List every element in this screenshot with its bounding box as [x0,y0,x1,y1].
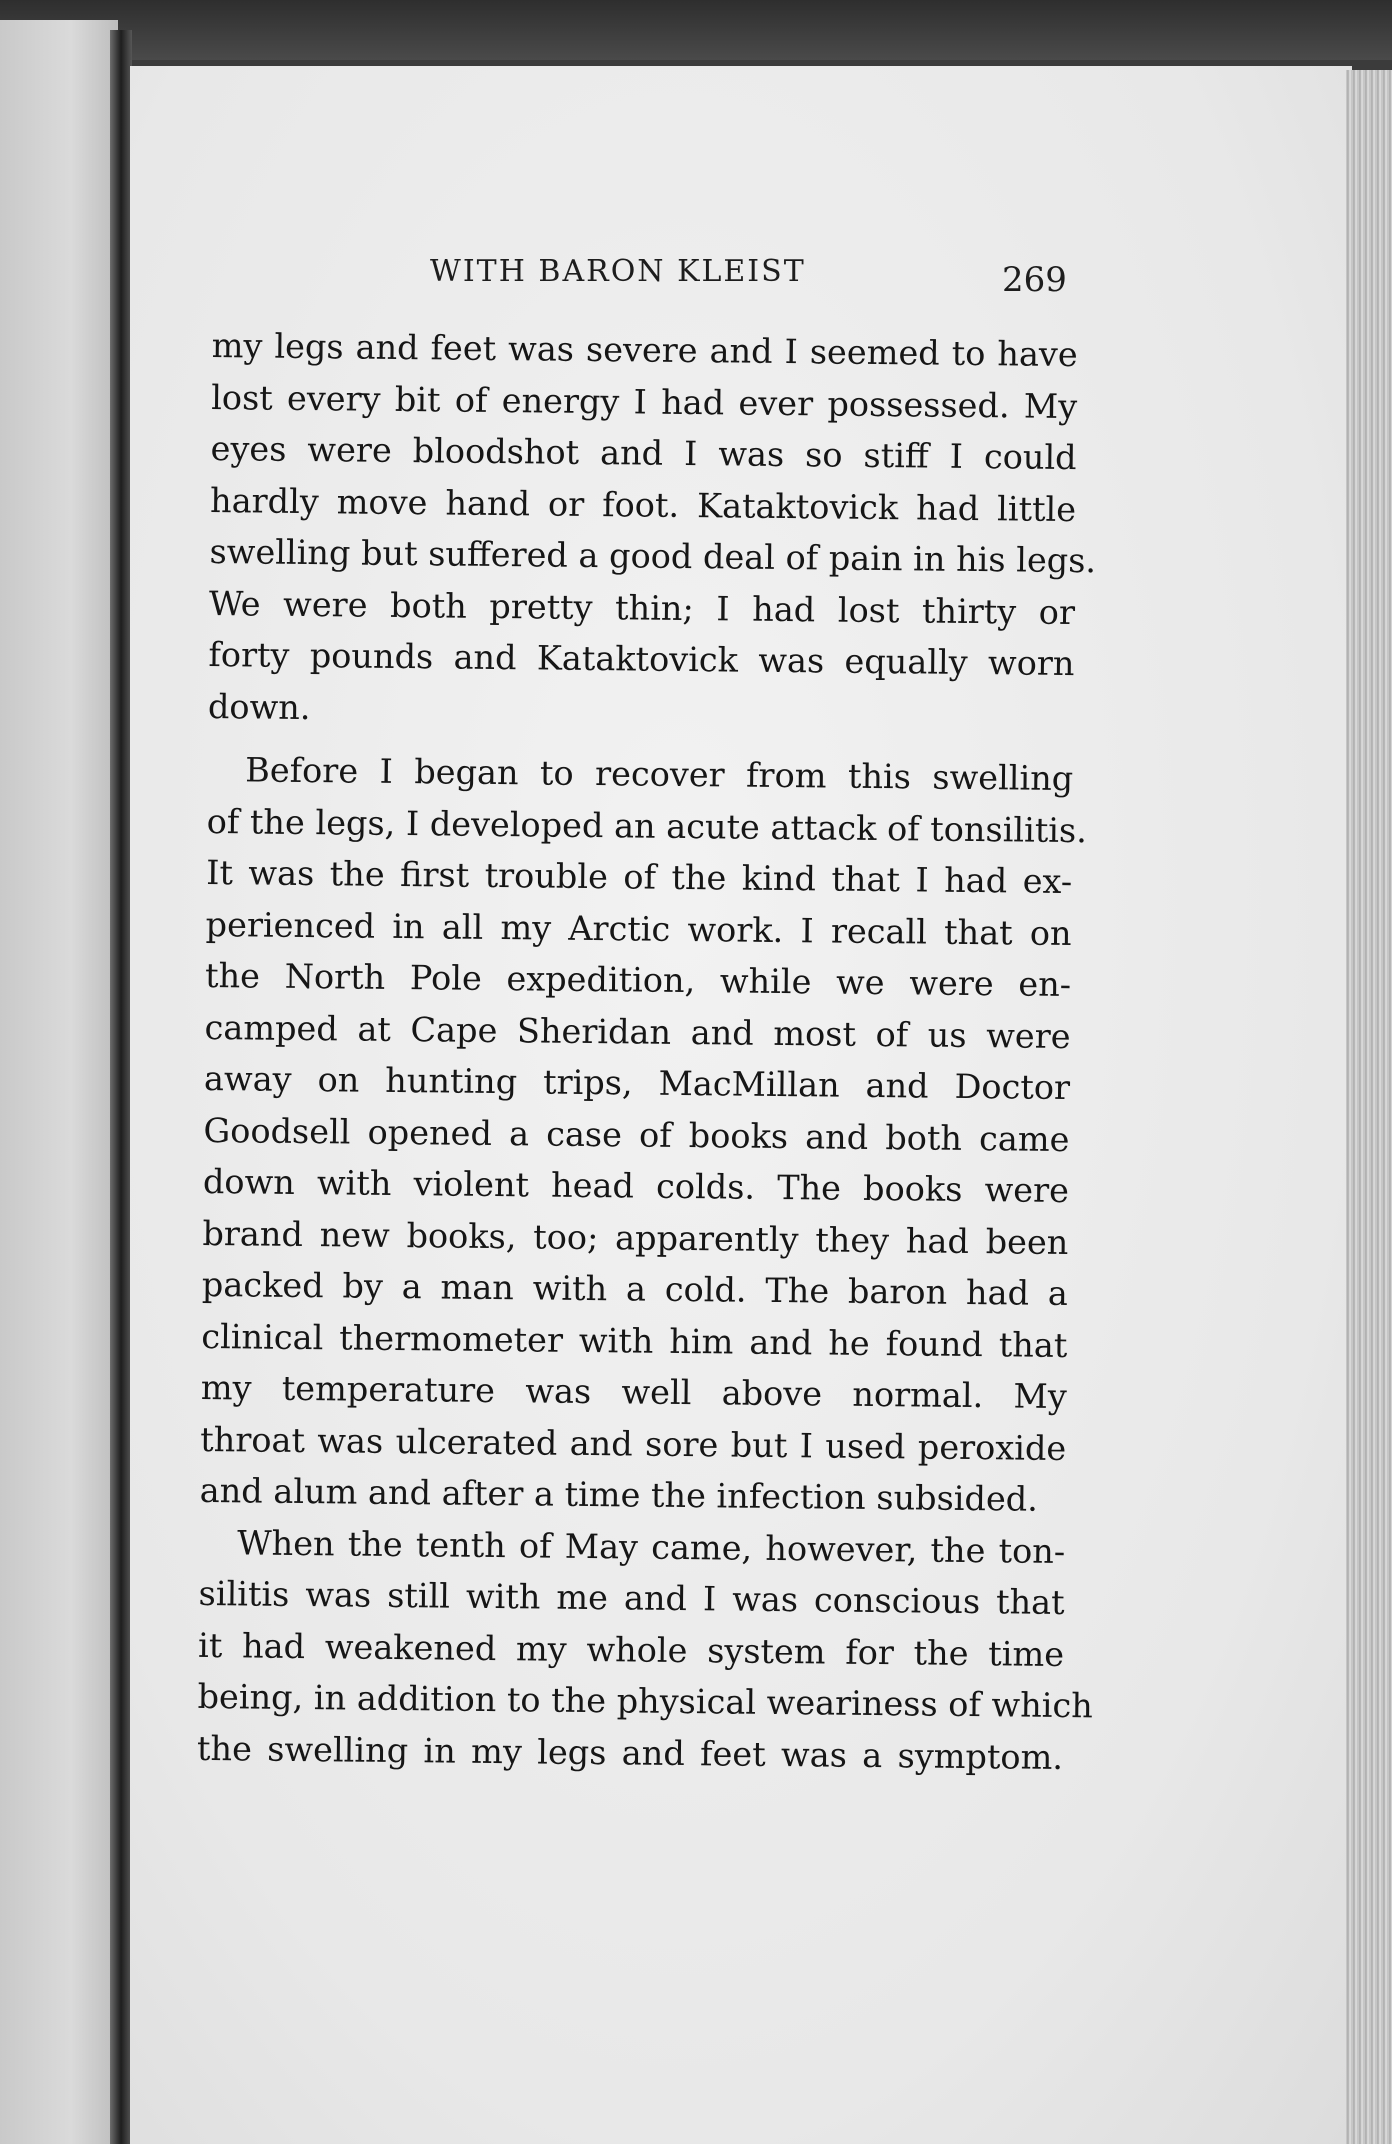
text-line: down. [207,686,311,727]
text-line: away on hunting trips, MacMillan and Doctor [203,1058,1071,1108]
book-gutter [110,30,132,2144]
text-line: it had weakened my whole system for the time [197,1625,1065,1674]
text-line: eyes were bloodshot and I was so stiff I could [210,428,1077,478]
top-shadow [0,0,1392,60]
text-line: When the tenth of May came, however, the ton- [236,1522,1066,1571]
text-line: being, in addition to the physical weariness of which [197,1676,1094,1726]
text-line: and alum and after a time the infection subsided. [199,1470,1039,1519]
text-line: my legs and feet was severe and I seemed to have [211,325,1078,375]
text-line: hardly move hand or foot. Kataktovick had little [209,480,1077,529]
text-line: the North Pole expedition, while we were en- [204,955,1072,1005]
text-line: lost every bit of energy I had ever possessed. My [210,377,1078,426]
text-line: perienced in all my Arctic work. I recall that on [205,904,1072,953]
text-line: my temperature was well above normal. My [200,1367,1067,1417]
text-line: down with violent head colds. The books were [202,1161,1070,1211]
facing-page-edge [0,20,118,2144]
text-line: It was the first trouble of the kind that I had ex- [206,852,1073,902]
text-line: the swelling in my legs and feet was a symptom. [196,1728,1064,1777]
paragraph [207,320,1097,741]
text-line: throat was ulcerated and sore but I used peroxide [200,1419,1067,1468]
text-line: Goodsell opened a case of books and both came [203,1110,1070,1159]
text-line: camped at Cape Sheridan and most of us were [204,1007,1071,1056]
text-line: brand new books, too; apparently they had been [202,1213,1069,1262]
body-text [196,320,1097,1783]
text-line: Before I began to recover from this swelling [245,750,1074,799]
running-head: WITH BARON KLEIST [430,254,806,289]
page-number: 269 [1002,260,1067,300]
text-line: We were both pretty thin; I had lost thirty or [208,583,1076,632]
text-line: forty pounds and Kataktovick was equally worn [208,634,1075,684]
text-line: packed by a man with a cold. The baron had a [201,1264,1069,1314]
text-line: clinical thermometer with him and he found that [201,1316,1068,1365]
text-line: swelling but suffered a good deal of pain in his legs. [209,531,1097,581]
text-line: silitis was still with me and I was conscious that [198,1573,1065,1622]
page-edges [1346,70,1392,2144]
text-line: of the legs, I developed an acute attack of tonsilitis. [206,801,1088,850]
paragraph [196,1516,1094,1783]
paragraph [199,744,1088,1526]
